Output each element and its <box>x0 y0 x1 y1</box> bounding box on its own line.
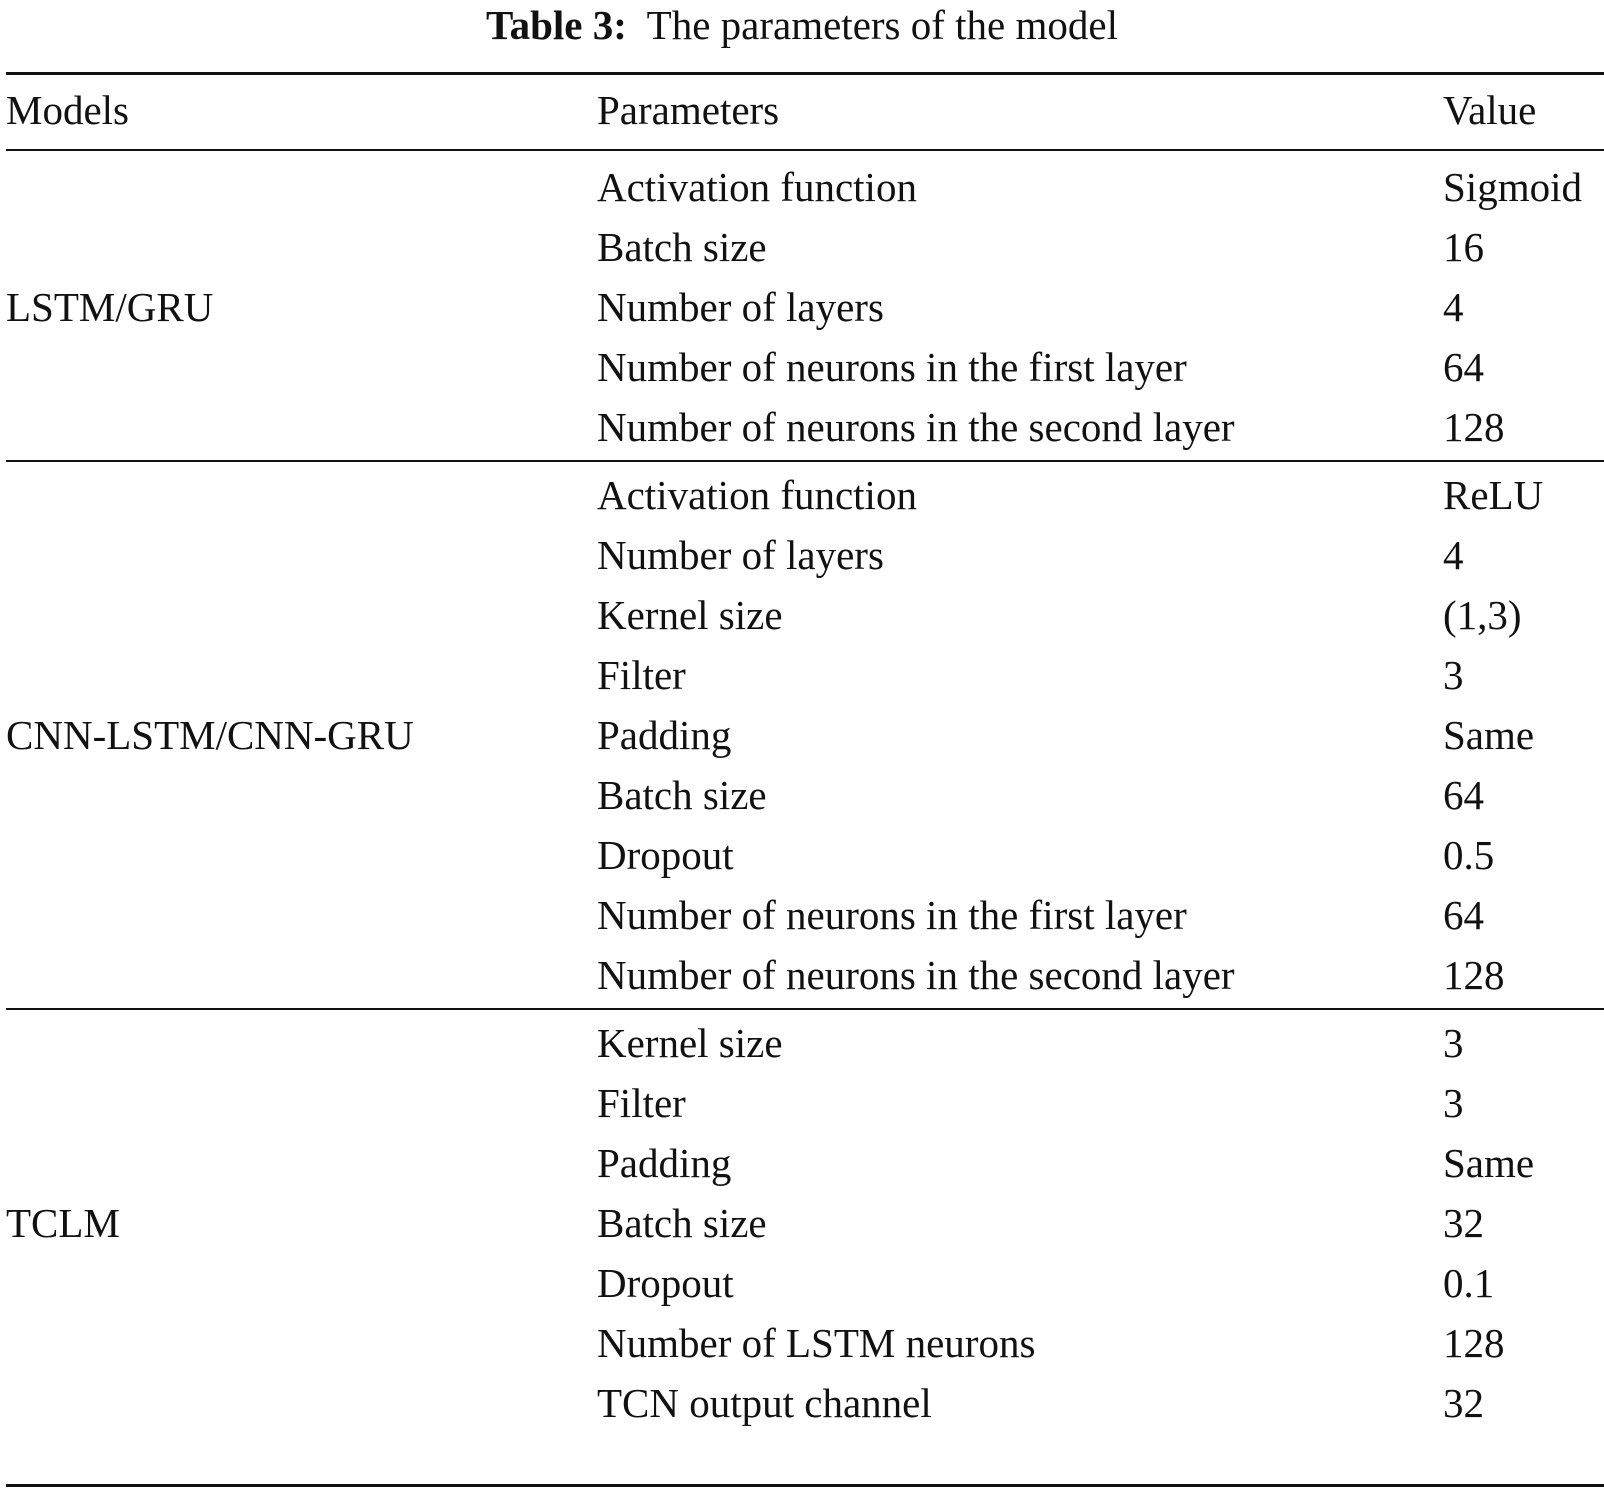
table-cell-value: Same <box>1443 1140 1535 1186</box>
table-cell-parameter: Number of LSTM neurons <box>597 1320 1036 1366</box>
table-cell-value: 64 <box>1443 892 1484 938</box>
table-cell-parameter: Activation function <box>597 164 917 210</box>
table-cell-parameter: Dropout <box>597 1260 734 1306</box>
table-cell-value: 32 <box>1443 1380 1484 1426</box>
table-cell-parameter: Batch size <box>597 772 767 818</box>
table-top-rule <box>6 72 1604 75</box>
table-cell-value: 64 <box>1443 772 1484 818</box>
table-cell-model: LSTM/GRU <box>6 284 214 330</box>
group-separator-rule <box>6 460 1604 462</box>
table-cell-parameter: Filter <box>597 1080 686 1126</box>
table-cell-value: 0.5 <box>1443 832 1495 878</box>
table-cell-parameter: Number of neurons in the first layer <box>597 892 1187 938</box>
header-value: Value <box>1443 87 1537 133</box>
table-cell-value: 128 <box>1443 404 1505 450</box>
table-cell-value: 32 <box>1443 1200 1484 1246</box>
table-cell-parameter: Kernel size <box>597 1020 783 1066</box>
header-models: Models <box>6 87 129 133</box>
table-cell-parameter: Number of layers <box>597 532 884 578</box>
table-cell-value: Same <box>1443 712 1535 758</box>
table-cell-parameter: TCN output channel <box>597 1380 932 1426</box>
table-bottom-rule <box>6 1484 1604 1487</box>
table-cell-parameter: Kernel size <box>597 592 783 638</box>
table-cell-parameter: Number of neurons in the second layer <box>597 404 1235 450</box>
table-cell-parameter: Activation function <box>597 472 917 518</box>
table-cell-value: 16 <box>1443 224 1484 270</box>
table-caption-text: The parameters of the model <box>646 2 1118 48</box>
table-cell-parameter: Number of neurons in the second layer <box>597 952 1235 998</box>
header-parameters: Parameters <box>597 87 780 133</box>
table-cell-parameter: Batch size <box>597 224 767 270</box>
table-cell-value: 64 <box>1443 344 1484 390</box>
table-cell-parameter: Number of layers <box>597 284 884 330</box>
table-cell-parameter: Padding <box>597 1140 732 1186</box>
table-cell-value: ReLU <box>1443 472 1544 518</box>
table-cell-parameter: Dropout <box>597 832 734 878</box>
table-cell-parameter: Filter <box>597 652 686 698</box>
table-cell-value: 3 <box>1443 1080 1464 1126</box>
table-cell-value: 128 <box>1443 1320 1505 1366</box>
table-cell-value: (1,3) <box>1443 592 1522 638</box>
table-cell-value: 0.1 <box>1443 1260 1495 1306</box>
table-cell-parameter: Batch size <box>597 1200 767 1246</box>
table-caption-label: Table 3: <box>486 2 627 48</box>
table-cell-model: TCLM <box>6 1200 120 1246</box>
table-cell-value: 3 <box>1443 652 1464 698</box>
table-cell-value: 4 <box>1443 532 1464 578</box>
table-cell-value: 128 <box>1443 952 1505 998</box>
table-cell-parameter: Padding <box>597 712 732 758</box>
group-separator-rule <box>6 1008 1604 1010</box>
table-cell-value: 4 <box>1443 284 1464 330</box>
header-rule <box>6 149 1604 151</box>
table-cell-model: CNN-LSTM/CNN-GRU <box>6 712 414 758</box>
table-cell-value: Sigmoid <box>1443 164 1582 210</box>
table-caption <box>0 0 1604 50</box>
table-cell-parameter: Number of neurons in the first layer <box>597 344 1187 390</box>
table-cell-value: 3 <box>1443 1020 1464 1066</box>
